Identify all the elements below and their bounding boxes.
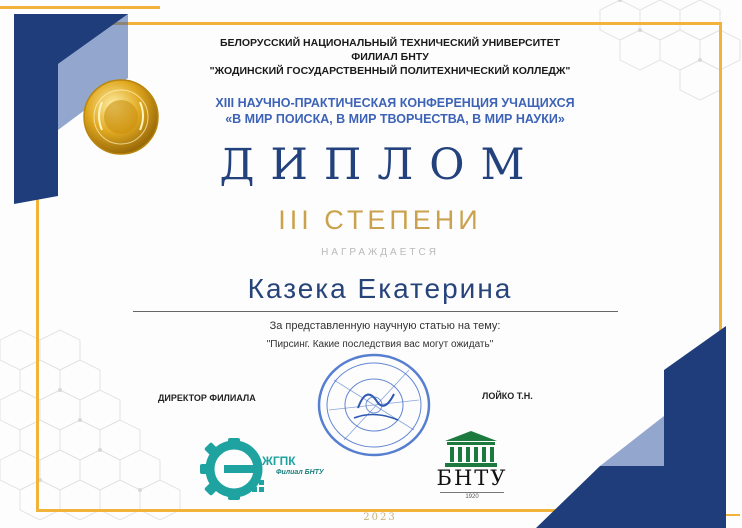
zhgpk-gear-logo-icon: [198, 436, 272, 502]
college-name: "ЖОДИНСКИЙ ГОСУДАРСТВЕННЫЙ ПОЛИТЕХНИЧЕСКИЙ КОЛЛЕДЖ": [209, 65, 571, 77]
director-name: ЛОЙКО Т.Н.: [482, 391, 533, 401]
university-name: БЕЛОРУССКИЙ НАЦИОНАЛЬНЫЙ ТЕХНИЧЕСКИЙ УНИВЕРСИТЕТ: [219, 37, 561, 49]
paper-topic: "Пирсинг. Какие последствия вас могут ожидать": [266, 339, 494, 350]
bntu-logo-text: БНТУ: [436, 466, 508, 490]
diploma-degree: III СТЕПЕНИ: [278, 205, 482, 235]
recipient-underline: [133, 311, 618, 312]
bntu-building-logo-icon: [444, 430, 498, 468]
bottom-right-corner-decoration: [536, 326, 742, 528]
issue-year: 2023: [363, 512, 397, 523]
conference-motto: «В МИР ПОИСКА, В МИР ТВОРЧЕСТВА, В МИР НАУКИ»: [225, 112, 565, 126]
diploma-title: ДИПЛОМ: [219, 140, 541, 190]
awarded-label: НАГРАЖДАЕТСЯ: [321, 247, 439, 258]
gold-medal-icon: [82, 78, 160, 156]
branch-name: ФИЛИАЛ БНТУ: [351, 51, 429, 63]
director-title: ДИРЕКТОР ФИЛИАЛА: [158, 393, 256, 403]
conference-title: XIII НАУЧНО-ПРАКТИЧЕСКАЯ КОНФЕРЕНЦИЯ УЧАЩИХСЯ: [215, 96, 575, 110]
award-reason: За представленную научную статью на тему:: [269, 320, 501, 332]
zhgpk-logo-text: ЖГПК: [262, 454, 296, 468]
official-stamp-icon: [314, 350, 434, 460]
bntu-logo-year: 1920: [440, 492, 504, 500]
zhgpk-logo-subtitle: Филиал БНТУ: [276, 469, 324, 476]
recipient-name: Казека Екатерина: [247, 273, 513, 304]
